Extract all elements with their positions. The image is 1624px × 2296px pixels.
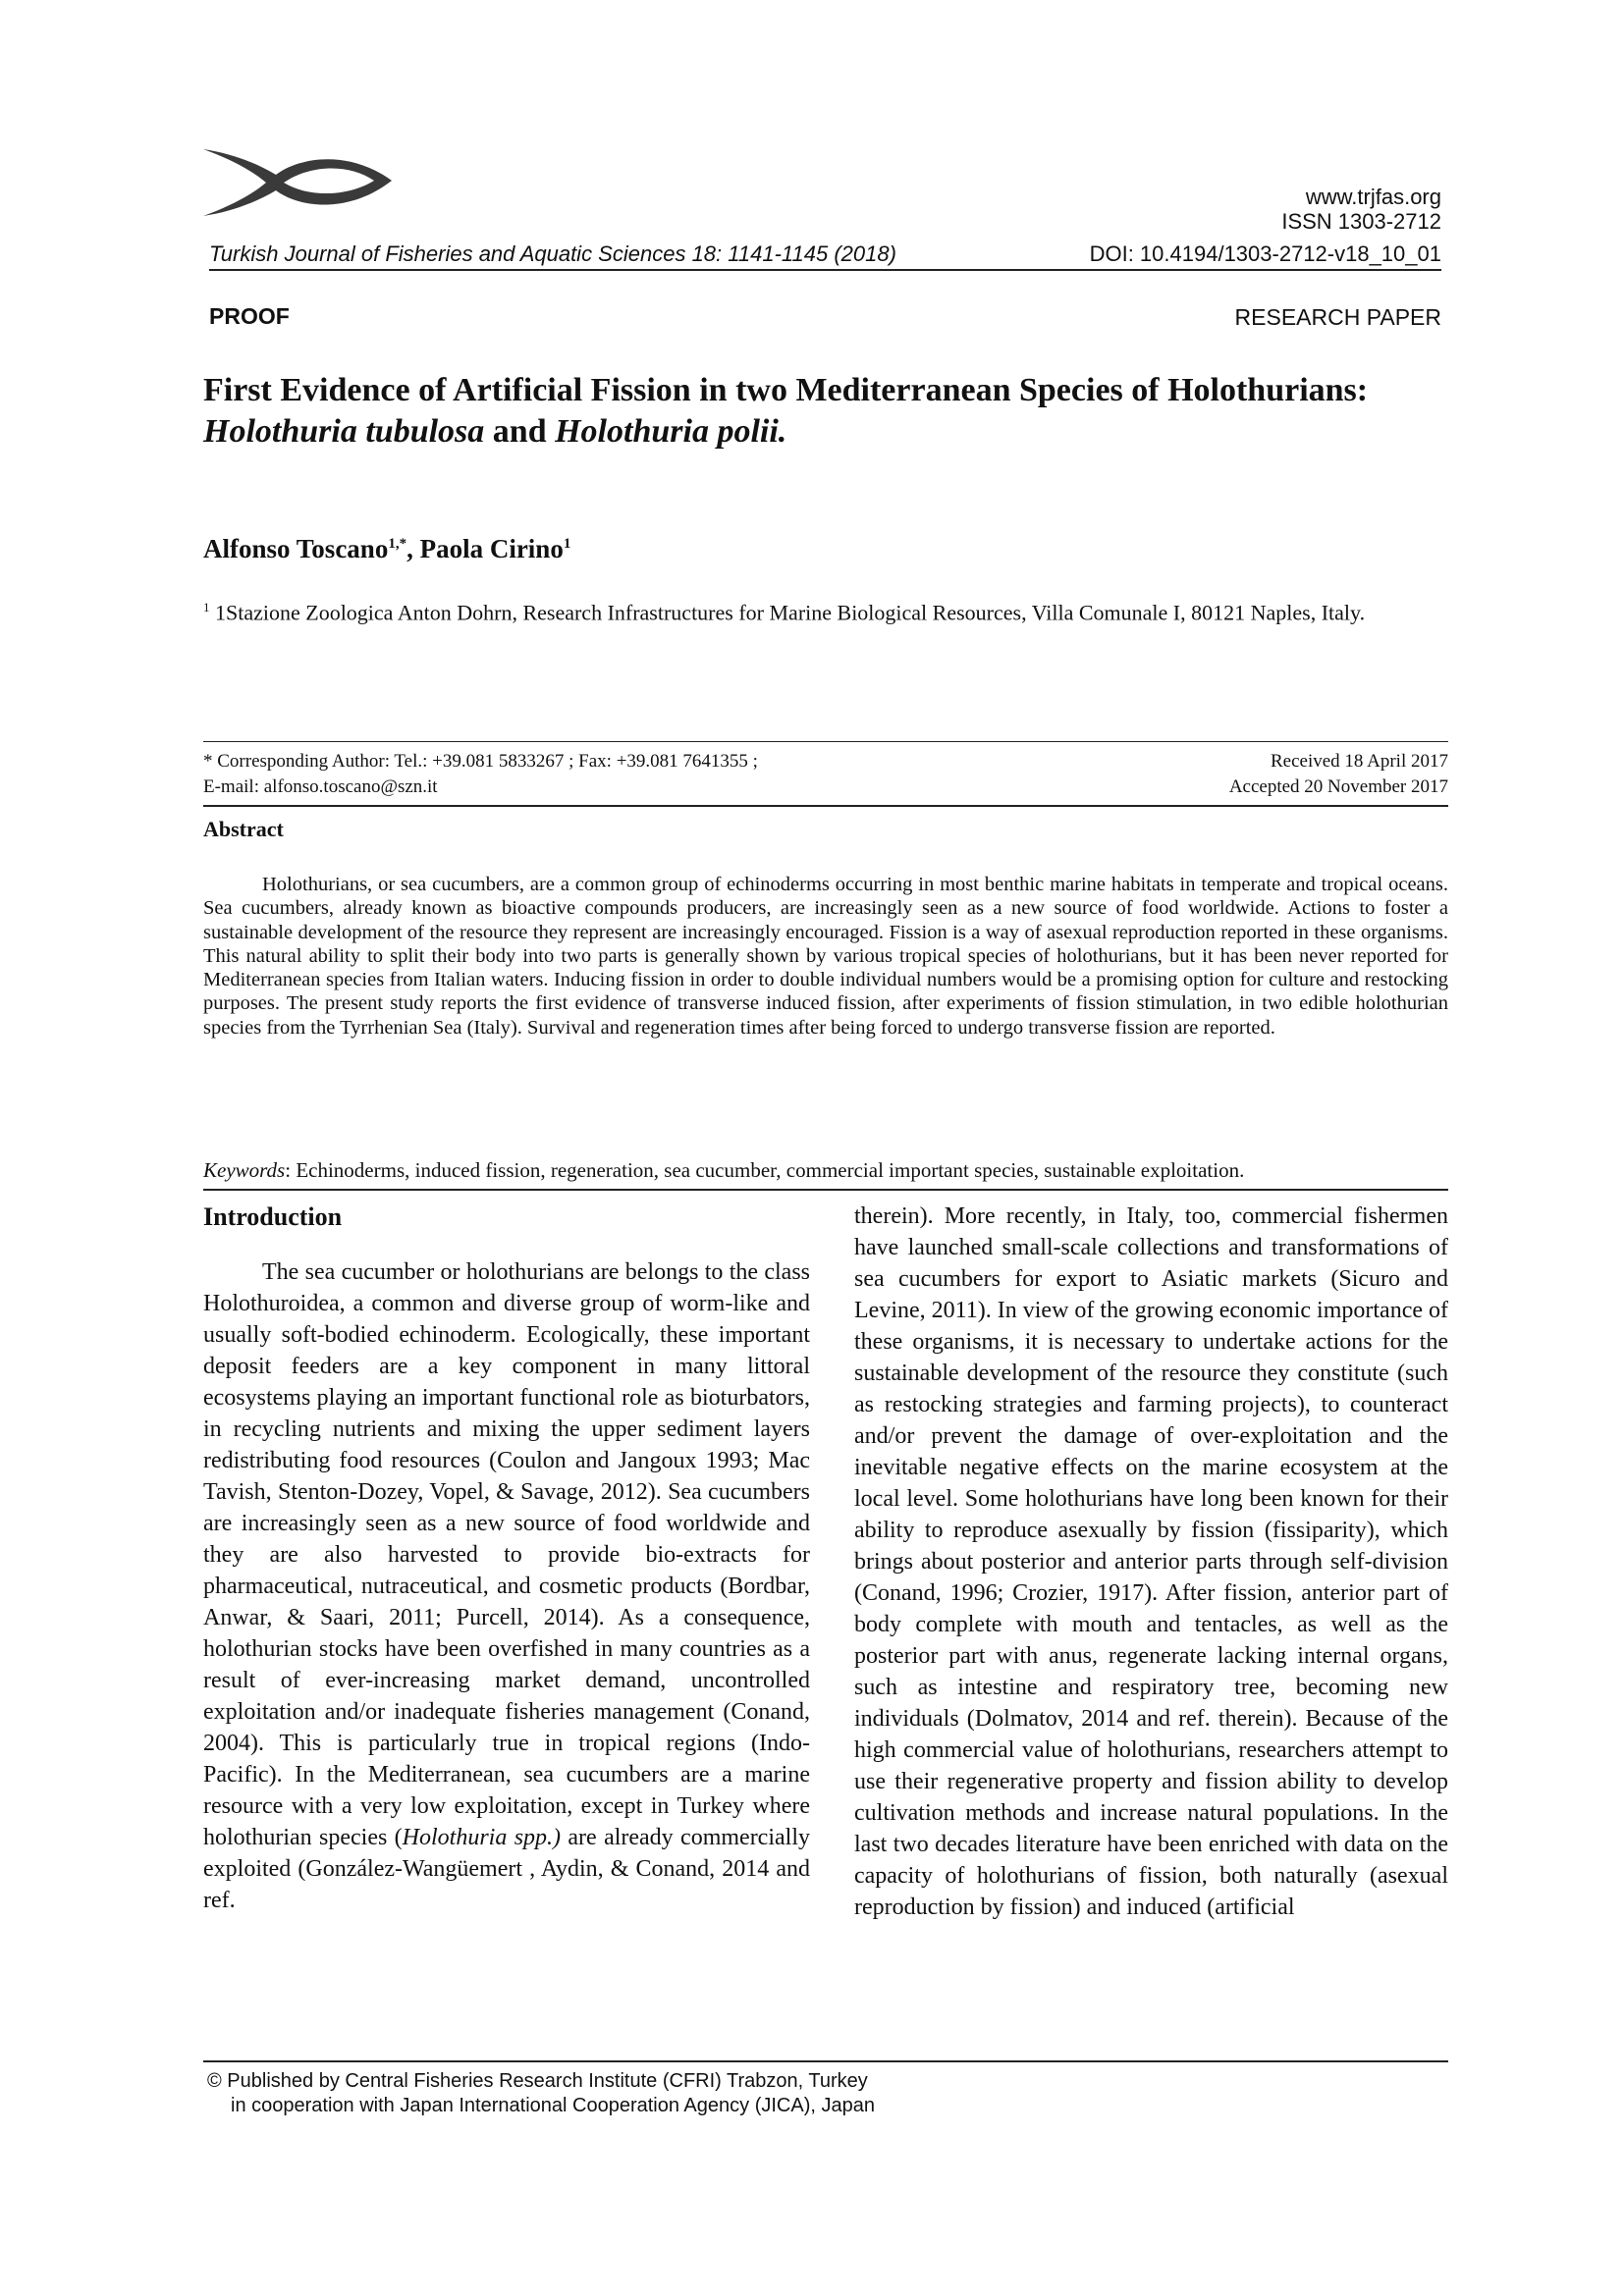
title-connector: and	[484, 413, 556, 450]
accepted-date: Accepted 20 November 2017	[1228, 776, 1448, 797]
author-affiliation-mark: 1	[563, 536, 571, 552]
introduction-heading: Introduction	[203, 1202, 343, 1231]
intro-text: The sea cucumber or holothurians are belongs to the class Holothuroidea, a common and diverse group of worm-like and usually soft-bodied echinoderm. Ecologically, these important deposit feeders are a key component in many littoral ecosystems playing an important functional role as bioturbators, in recycling nutrients and mixing the upper sediment layers redistributing food resources (Coulon and Jangoux 1993; Mac Tavish, Stenton-Dozey, Vopel, & Savage, 2012). Sea cucumbers are increasingly seen as a new source of food worldwide and they are also harvested to provide bio-extracts for pharmaceutical, nutraceutical, and cosmetic products (Bordbar, Anwar, & Saari, 2011; Purcell, 2014). As a consequence, holothurian stocks have been overfished in many countries as a result of ever-increasing market demand, uncontrolled exploitation and/or inadequate fisheries management (Conand, 2004). This is particularly true in tropical regions (Indo-Pacific). In the Mediterranean, sea cucumbers are a marine resource with a very low exploitation, except in Turkey where holothurian species (	[203, 1259, 810, 1850]
corresponding-author-email[interactable]: E-mail: alfonso.toscano@szn.it	[203, 776, 438, 797]
footer-rule	[203, 2060, 1448, 2062]
corresponding-author-contact: * Corresponding Author: Tel.: +39.081 5833267 ; Fax: +39.081 7641355 ;	[203, 751, 758, 772]
publisher-footer	[207, 2069, 875, 2118]
introduction-left-column	[203, 1256, 810, 1916]
abstract-heading: Abstract	[203, 817, 284, 841]
footer-line-1: © Published by Central Fisheries Research Institute (CFRI) Trabzon, Turkey	[207, 2070, 868, 2092]
keywords-label: Keywords	[203, 1158, 286, 1182]
keywords-rule	[203, 1189, 1448, 1191]
proof-label: PROOF	[209, 303, 290, 329]
affiliation-text: 1Stazione Zoologica Anton Dohrn, Research Infrastructures for Marine Biological Resources, Villa Comunale I, 80121 Naples, Italy.	[209, 600, 1366, 625]
abstract-rule	[203, 805, 1448, 807]
author-name: Alfonso Toscano	[203, 534, 389, 563]
author-name: Paola Cirino	[419, 534, 564, 563]
abstract-text: Holothurians, or sea cucumbers, are a common group of echinoderms occurring in most benthic marine habitats in temperate and tropical oceans. Sea cucumbers, already known as bioactive compounds producers, are increasingly seen as a new source of food worldwide. Actions to foster a sustainable development of the resource they represent are increasingly encouraged. Fission is a way of asexual reproduction reported in these organisms. This natural ability to split their body into two parts is generally shown by various tropical species of holothurians, but it has been never reported for Mediterranean species from Italian waters. Inducing fission in order to double individual numbers would be a promising option for culture and restocking purposes. The present study reports the first evidence of transverse induced fission, after experiments of fission stimulation, in two edible holothurian species from the Tyrrhenian Sea (Italy). Survival and regeneration times after being forced to undergo transverse fission are reported.	[203, 874, 1448, 1039]
title-species-2: Holothuria polii.	[555, 413, 787, 450]
journal-citation: Turkish Journal of Fisheries and Aquatic Sciences 18: 1141-1145 (2018)	[209, 241, 896, 266]
title-species-1: Holothuria tubulosa	[203, 413, 485, 450]
correspondence-rule	[203, 741, 1448, 742]
journal-website[interactable]: www.trjfas.org	[1305, 185, 1441, 209]
footer-line-2: in cooperation with Japan International Cooperation Agency (JICA), Japan	[231, 2095, 875, 2116]
intro-text: are already commercially exploited (González-Wangüemert , Aydin, & Conand, 2014 and ref.	[203, 1825, 810, 1913]
author-affiliation-mark: 1,*	[388, 536, 407, 552]
introduction-right-column: therein). More recently, in Italy, too, commercial fishermen have launched small-scale collections and transformations of sea cucumbers for export to Asiatic markets (Sicuro and Levine, 2011). In view of the growing economic importance of these organisms, it is necessary to undertake actions for the sustainable development of the resource they constitute (such as restocking strategies and farming projects), to counteract and/or prevent the damage of over-exploitation and the inevitable negative effects on the marine ecosystem at the local level. Some holothurians have long been known for their ability to reproduce asexually by fission (fissiparity), which brings about posterior and anterior parts through self-division (Conand, 1996; Crozier, 1917). After fission, anterior part of body complete with mouth and tentacles, as well as the posterior part with anus, regenerate lacking internal organs, such as intestine and respiratory tree, becoming new individuals (Dolmatov, 2014 and ref. therein). Because of the high commercial value of holothurians, researchers attempt to use their regenerative property and fission ability to develop cultivation methods and increase natural populations. In the last two decades literature have been enriched with data on the capacity of holothurians of fission, both naturally (asexual reproduction by fission) and induced (artificial	[854, 1203, 1448, 1920]
affiliation	[203, 593, 1448, 627]
received-date: Received 18 April 2017	[1271, 751, 1448, 772]
fish-logo-icon	[201, 145, 393, 219]
journal-issn: ISSN 1303-2712	[1281, 209, 1441, 234]
intro-species-italic: Holothuria spp.)	[402, 1825, 562, 1850]
journal-meta	[1281, 185, 1441, 234]
keywords-text: : Echinoderms, induced fission, regeneration, sea cucumber, commercial important species, sustainable exploitation.	[285, 1158, 1245, 1182]
author-list	[203, 534, 570, 564]
journal-doi[interactable]: DOI: 10.4194/1303-2712-v18_10_01	[1089, 241, 1441, 266]
title-text: First Evidence of Artificial Fission in two Mediterranean Species of Holothurians:	[203, 372, 1369, 408]
journal-citation-line	[209, 241, 1441, 267]
article-dates	[1229, 749, 1448, 800]
paper-type-label: RESEARCH PAPER	[1234, 304, 1441, 330]
paper-title	[203, 370, 1431, 453]
header-rule	[209, 269, 1441, 271]
affiliation-mark: 1	[203, 600, 210, 614]
author-separator: ,	[406, 534, 420, 563]
corresponding-author	[203, 749, 758, 800]
keywords	[203, 1158, 1448, 1183]
